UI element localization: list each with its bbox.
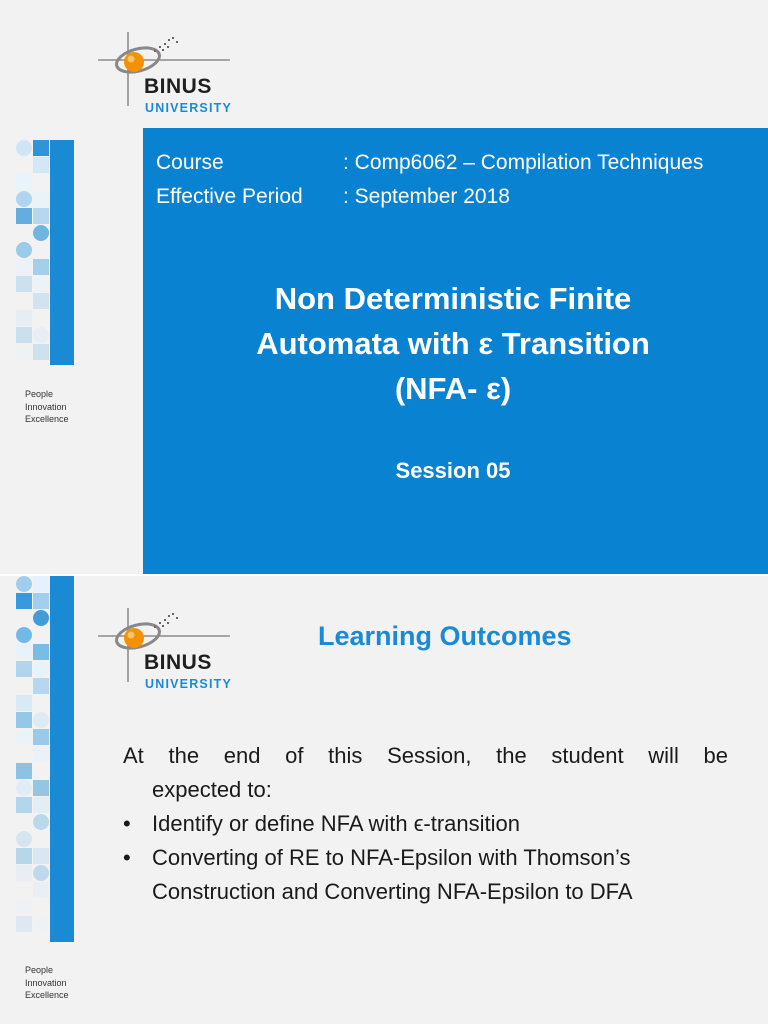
logo-wordmark: BINUS	[144, 75, 212, 98]
mosaic-tile	[33, 610, 49, 626]
mosaic-tile	[16, 763, 32, 779]
mosaic-tile	[16, 780, 32, 796]
mosaic-tile	[33, 797, 49, 813]
bullet-icon: •	[123, 811, 131, 836]
outcome-bullet	[123, 841, 728, 909]
mosaic-tile	[16, 327, 32, 343]
logo-subtitle: UNIVERSITY	[145, 677, 233, 691]
slide-title	[143, 276, 763, 411]
bullet-text: Converting of RE to NFA-Epsilon with Thomson’s	[152, 845, 631, 870]
mosaic-tile	[33, 140, 49, 156]
mosaic-tile	[16, 259, 32, 275]
mosaic-tile	[16, 916, 32, 932]
mosaic-tile	[33, 191, 49, 207]
tagline	[25, 964, 69, 1002]
mosaic-tile	[33, 593, 49, 609]
tagline-line: People	[25, 389, 54, 399]
tagline-line: Innovation	[25, 401, 67, 412]
course-value: : Comp6062 – Compilation Techniques	[343, 151, 704, 174]
mosaic-tile	[33, 644, 49, 660]
mosaic-tile	[16, 576, 32, 592]
title-line: Automata with ε Transition	[256, 326, 650, 361]
mosaic-tile	[33, 712, 49, 728]
mosaic-tile	[16, 276, 32, 292]
mosaic-tile	[16, 593, 32, 609]
learning-outcomes-heading: Learning Outcomes	[318, 621, 572, 651]
tagline-line: Excellence	[25, 990, 69, 1000]
mosaic-tile	[33, 729, 49, 745]
bullet-text: Identify or define NFA with ϵ-transition	[152, 811, 521, 836]
mosaic-tile	[16, 848, 32, 864]
mosaic-tile	[16, 899, 32, 915]
mosaic-tile	[16, 174, 32, 190]
logo-subtitle: UNIVERSITY	[145, 101, 233, 115]
title-line: Non Deterministic Finite	[274, 281, 632, 316]
mosaic-tile	[33, 814, 49, 830]
logo-wordmark: BINUS	[144, 651, 212, 674]
tagline-line: Excellence	[25, 414, 69, 424]
mosaic-tile	[33, 327, 49, 343]
session-label: Session 05	[395, 458, 511, 483]
period-value: : September 2018	[343, 185, 510, 208]
period-label: Effective Period	[156, 185, 303, 208]
mosaic-tile	[33, 576, 49, 592]
mosaic-tile	[16, 627, 32, 643]
mosaic-tile	[33, 344, 49, 360]
outcome-bullet	[123, 807, 728, 841]
mosaic-tile	[33, 293, 49, 309]
mosaic-tile	[16, 695, 32, 711]
decorative-strip	[24, 576, 74, 942]
tagline-line: Innovation	[25, 977, 67, 988]
mosaic-tile	[16, 729, 32, 745]
mosaic-tile	[16, 865, 32, 881]
bullet-text: Construction and Converting NFA-Epsilon to DFA	[152, 879, 633, 904]
mosaic-tile	[16, 310, 32, 326]
mosaic-tile	[33, 276, 49, 292]
intro-text: expected to:	[152, 777, 272, 802]
mosaic-tile	[33, 746, 49, 762]
mosaic-tile	[33, 208, 49, 224]
mosaic-tile	[16, 242, 32, 258]
intro-text: At the end of this Session, the student will be	[123, 743, 728, 768]
tagline-line: People	[25, 965, 54, 975]
mosaic-tile	[33, 259, 49, 275]
mosaic-tile	[33, 916, 49, 932]
mosaic-tile	[33, 780, 49, 796]
tagline	[25, 388, 69, 426]
mosaic-tile	[33, 661, 49, 677]
mosaic-tile	[16, 797, 32, 813]
mosaic-tile	[16, 831, 32, 847]
outcomes-body	[123, 739, 728, 909]
mosaic-tile	[16, 191, 32, 207]
mosaic-tile	[33, 678, 49, 694]
title-line: (NFA- ε)	[394, 371, 512, 406]
mosaic-tile	[33, 157, 49, 173]
mosaic-tile	[33, 865, 49, 881]
bullet-icon: •	[123, 845, 131, 870]
mosaic-tile	[33, 848, 49, 864]
mosaic-tile	[33, 225, 49, 241]
learning-outcomes-slide	[0, 576, 768, 1024]
mosaic-tile	[16, 661, 32, 677]
decorative-strip	[24, 140, 74, 365]
binus-logo	[98, 30, 258, 115]
course-label: Course	[156, 151, 224, 174]
mosaic-tile	[16, 712, 32, 728]
mosaic-tile	[33, 882, 49, 898]
mosaic-tile	[16, 344, 32, 360]
mosaic-tile	[16, 644, 32, 660]
title-panel	[143, 128, 768, 576]
binus-logo	[98, 606, 258, 691]
mosaic-tile	[16, 208, 32, 224]
mosaic-tile	[16, 140, 32, 156]
